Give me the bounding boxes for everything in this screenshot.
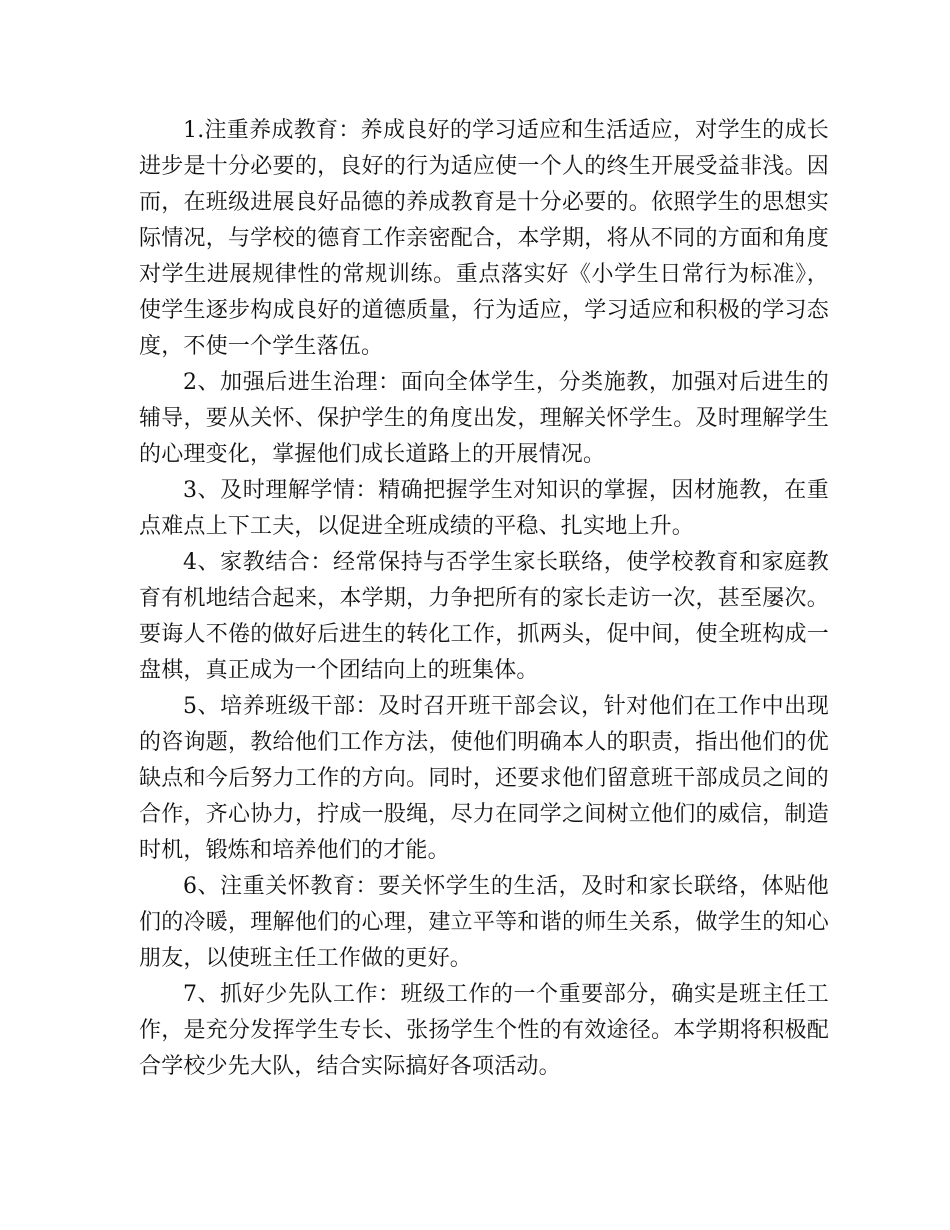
paragraph-2: 2、加强后进生治理：面向全体学生，分类施教，加强对后进生的辅导，要从关怀、保护学生的角度出发，理解关怀学生。及时理解学生的心理变化，掌握他们成长道路上的开展情况。: [139, 370, 829, 467]
paragraph-5: 5、培养班级干部：及时召开班干部会议，针对他们在工作中出现的咨询题，教给他们工作方法，使他们明确本人的职责，指出他们的优缺点和今后努力工作的方向。同时，还要求他们留意班干部成员之间的合作，齐心协力，拧成一股绳，尽力在同学之间树立他们的威信，制造时机，锻炼和培养他们的才能。: [139, 694, 829, 863]
paragraph-1: 1.注重养成教育：养成良好的学习适应和生活适应，对学生的成长进步是十分必要的，良好的行为适应使一个人的终生开展受益非浅。因而，在班级进展良好品德的养成教育是十分必要的。依照学生的思想实际情况，与学校的德育工作亲密配合，本学期，将从不同的方面和角度对学生进展规律性的常规训练。重点落实好《小学生日常行为标准》，使学生逐步构成良好的道德质量，行为适应，学习适应和积极的学习态度，不使一个学生落伍。: [139, 118, 829, 359]
paragraph-3: 3、及时理解学情：精确把握学生对知识的掌握，因材施教，在重点难点上下工夫，以促进全班成绩的平稳、扎实地上升。: [139, 478, 829, 539]
paragraph-6: 6、注重关怀教育：要关怀学生的生活，及时和家长联络，体贴他们的冷暖，理解他们的心理，建立平等和谐的师生关系，做学生的知心朋友，以使班主任工作做的更好。: [139, 874, 829, 971]
paragraph-7: 7、抓好少先队工作：班级工作的一个重要部分，确实是班主任工作，是充分发挥学生专长、张扬学生个性的有效途径。本学期将积极配合学校少先大队，结合实际搞好各项活动。: [139, 982, 829, 1079]
paragraph-4: 4、家教结合：经常保持与否学生家长联络，使学校教育和家庭教育有机地结合起来，本学期，力争把所有的家长走访一次，甚至屡次。要诲人不倦的做好后进生的转化工作，抓两头，促中间，使全班构成一盘棋，真正成为一个团结向上的班集体。: [139, 550, 829, 683]
document-page: [139, 113, 829, 1085]
